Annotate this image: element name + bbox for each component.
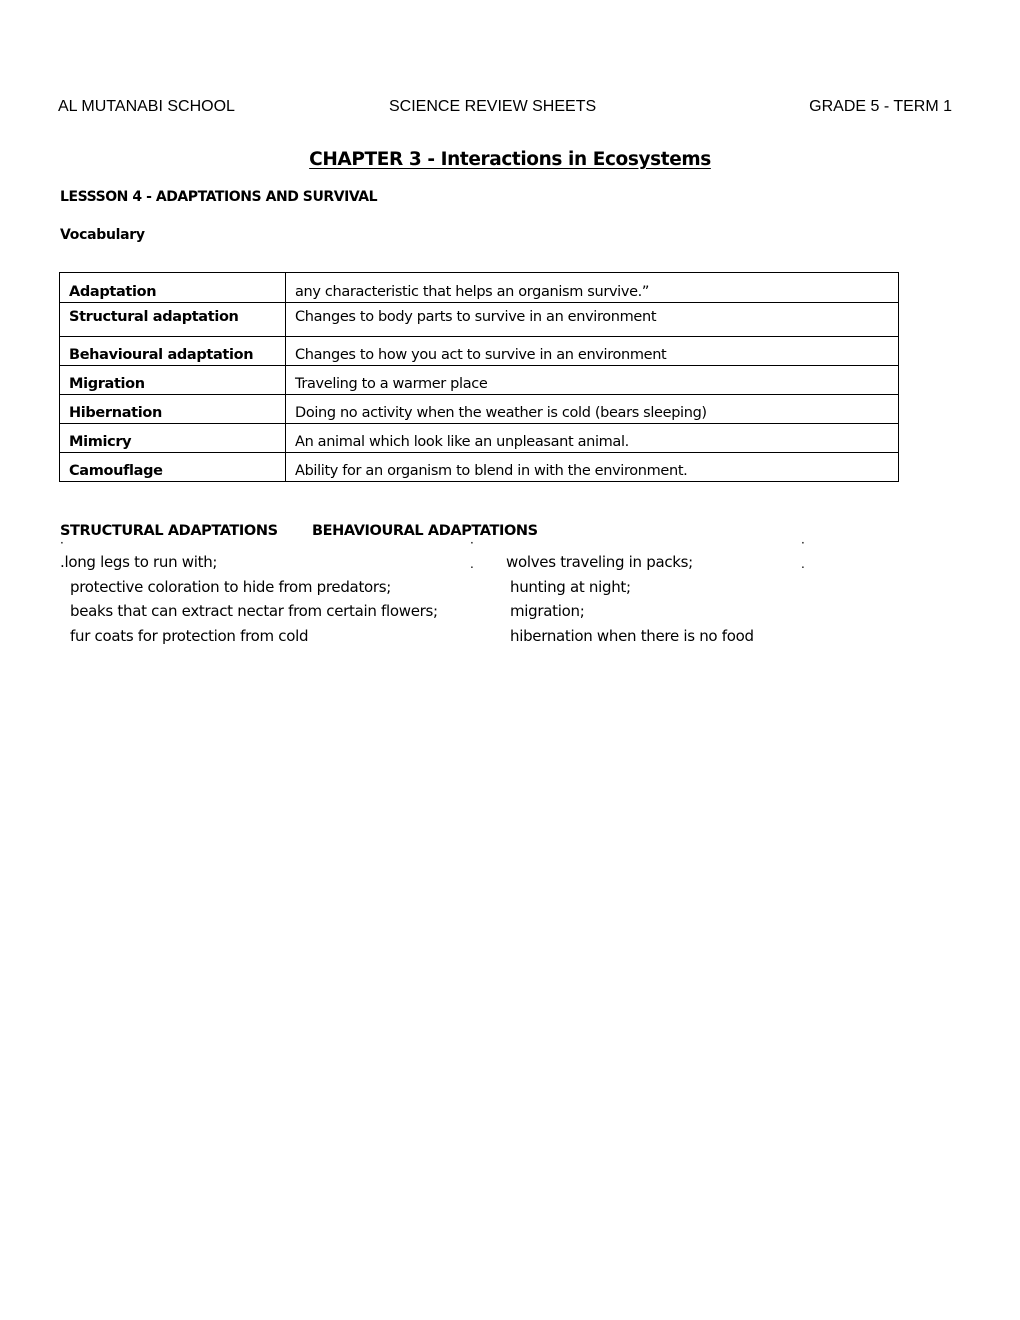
- list-item: fur coats for protection from cold: [70, 627, 309, 645]
- bullet-dot: ·: [60, 536, 64, 550]
- definition-cell: Changes to how you act to survive in an environment: [286, 337, 899, 366]
- table-row: [60, 366, 899, 395]
- definition-cell: Traveling to a warmer place: [286, 366, 899, 395]
- definition-cell: Ability for an organism to blend in with the environment.: [286, 453, 899, 482]
- term-cell: Adaptation: [60, 273, 286, 303]
- vocabulary-heading: Vocabulary: [60, 227, 145, 243]
- list-item: .long legs to run with;: [60, 553, 218, 571]
- bullet-dot: ·: [801, 536, 805, 550]
- term-cell: Camouflage: [60, 453, 286, 482]
- list-item: beaks that can extract nectar from certain flowers;: [70, 602, 438, 620]
- definition-cell: Changes to body parts to survive in an environment: [286, 303, 899, 337]
- school-name: AL MUTANABI SCHOOL: [58, 98, 235, 115]
- behavioural-adaptations-heading: BEHAVIOURAL ADAPTATIONS: [312, 523, 538, 539]
- list-item: migration;: [510, 602, 585, 620]
- term-cell: Hibernation: [60, 395, 286, 424]
- table-row: [60, 395, 899, 424]
- definition-cell: An animal which look like an unpleasant animal.: [286, 424, 899, 453]
- structural-adaptations-heading: STRUCTURAL ADAPTATIONS: [60, 523, 278, 539]
- table-row: [60, 303, 899, 337]
- grade-term: GRADE 5 - TERM 1: [809, 98, 952, 115]
- bullet-dot: ·: [470, 536, 474, 550]
- structural-item-text: long legs to run with;: [64, 553, 218, 571]
- vocabulary-table: [59, 272, 899, 482]
- list-item: hibernation when there is no food: [510, 627, 754, 645]
- table-row: [60, 273, 899, 303]
- sheet-title: SCIENCE REVIEW SHEETS: [389, 98, 597, 115]
- term-cell: Behavioural adaptation: [60, 337, 286, 366]
- lesson-title: LESSSON 4 - ADAPTATIONS AND SURVIVAL: [60, 189, 378, 205]
- table-row: [60, 337, 899, 366]
- term-cell: Mimicry: [60, 424, 286, 453]
- definition-cell: Doing no activity when the weather is cold (bears sleeping): [286, 395, 899, 424]
- list-item: protective coloration to hide from predators;: [70, 578, 392, 596]
- definition-cell: any characteristic that helps an organism survive.”: [286, 273, 899, 303]
- bullet-dot: .: [470, 557, 474, 571]
- bullet-dot: .: [801, 557, 805, 571]
- chapter-title: CHAPTER 3 - Interactions in Ecosystems: [309, 149, 711, 170]
- term-cell: Migration: [60, 366, 286, 395]
- table-row: [60, 453, 899, 482]
- table-row: [60, 424, 899, 453]
- list-item: hunting at night;: [510, 578, 631, 596]
- term-cell: Structural adaptation: [60, 303, 286, 337]
- list-item: wolves traveling in packs;: [506, 553, 693, 571]
- page-header: [58, 98, 952, 118]
